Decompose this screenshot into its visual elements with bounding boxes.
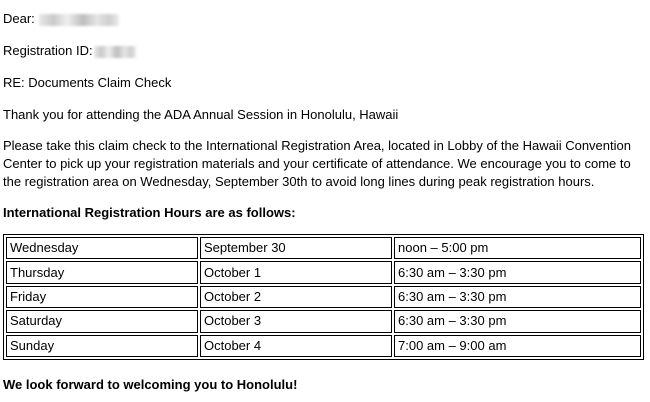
- thanks-paragraph: Thank you for attending the ADA Annual Session in Honolulu, Hawaii: [3, 107, 399, 122]
- day-cell: Thursday: [6, 261, 198, 283]
- subject-line: RE: Documents Claim Check: [3, 75, 172, 90]
- registration-id-label: Registration ID:: [3, 43, 93, 58]
- table-row: [6, 310, 641, 332]
- day-cell: Wednesday: [6, 237, 198, 259]
- registration-hours-table: [3, 234, 644, 360]
- table-row: [6, 237, 641, 259]
- hours-heading: International Registration Hours are as follows:: [3, 205, 296, 220]
- table-row: [6, 286, 641, 308]
- redacted-registration-id: [94, 46, 136, 58]
- date-cell: October 4: [200, 335, 392, 357]
- hours-cell: 7:00 am – 9:00 am: [394, 335, 641, 357]
- date-cell: October 1: [200, 261, 392, 283]
- table-row: [6, 261, 641, 283]
- instructions-paragraph: Please take this claim check to the International Registration Area, located in Lobby of the Hawaii Convention Center to pick up your registration materials and your certificate of attendance. We encourage you to come to the registration area on Wednesday, September 30th to avoid long lines during peak registration hours.: [3, 138, 631, 189]
- registration-id-line: [3, 43, 136, 58]
- date-cell: October 2: [200, 286, 392, 308]
- salutation-line: [3, 11, 119, 26]
- closing-line: We look forward to welcoming you to Honolulu!: [3, 377, 298, 392]
- hours-cell: 6:30 am – 3:30 pm: [394, 310, 641, 332]
- date-cell: September 30: [200, 237, 392, 259]
- table-row: [6, 335, 641, 357]
- day-cell: Saturday: [6, 310, 198, 332]
- hours-cell: noon – 5:00 pm: [394, 237, 641, 259]
- hours-cell: 6:30 am – 3:30 pm: [394, 261, 641, 283]
- day-cell: Sunday: [6, 335, 198, 357]
- day-cell: Friday: [6, 286, 198, 308]
- redacted-recipient-name: [39, 14, 119, 26]
- salutation-text: Dear:: [3, 11, 35, 26]
- hours-cell: 6:30 am – 3:30 pm: [394, 286, 641, 308]
- date-cell: October 3: [200, 310, 392, 332]
